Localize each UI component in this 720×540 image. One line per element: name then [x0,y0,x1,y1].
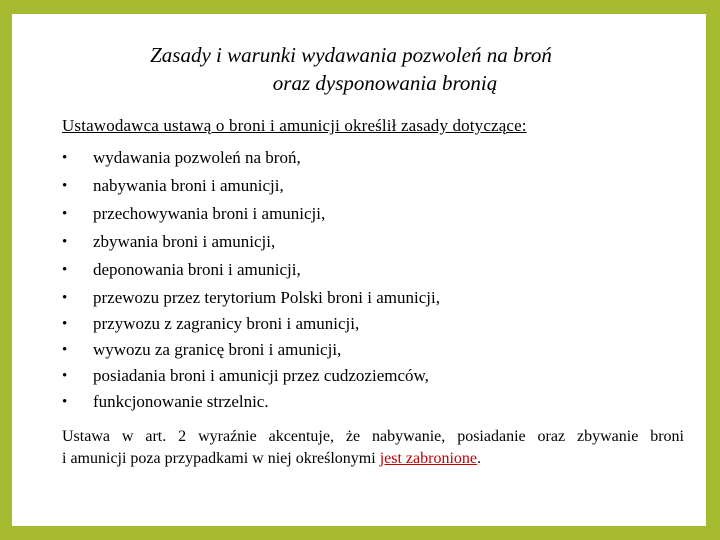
bullet-icon: • [62,206,68,222]
bullet-icon: • [62,316,68,332]
list-item-text: przywozu z zagranicy broni i amunicji, [93,314,360,333]
list-item-text: wywozu za granicę broni i amunicji, [93,340,342,359]
bullet-icon: • [62,262,68,278]
list-item-text: przechowywania broni i amunicji, [93,204,326,223]
paragraph-text: i amunicji poza przypadkami w niej określonymi [62,450,380,467]
summary-paragraph [62,426,684,470]
list-item-text: zbywania broni i amunicji, [93,232,276,251]
title-line-1: Zasady i warunki wydawania pozwoleń na broń [150,43,552,67]
list-item-text: wydawania pozwoleń na broń, [93,148,301,167]
intro-heading: Ustawodawca ustawą o broni i amunicji określił zasady dotyczące: [62,116,527,135]
bullet-icon: • [62,394,68,410]
list-item-text: nabywania broni i amunicji, [93,176,284,195]
paragraph-line-1: Ustawa w art. 2 wyraźnie akcentuje, że nabywanie, posiadanie oraz zbywanie broni [62,428,684,445]
prohibited-highlight: jest zabronione [379,450,477,467]
list-item-text: przewozu przez terytorium Polski broni i amunicji, [93,288,440,307]
list-item-text: funkcjonowanie strzelnic. [93,392,269,411]
bullet-icon: • [62,234,68,250]
slide-title [12,41,706,97]
bullet-icon: • [62,178,68,194]
bullet-icon: • [62,342,68,358]
slide [12,14,706,526]
bullet-icon: • [62,290,68,306]
title-line-2: oraz dysponowania bronią [272,71,498,95]
bullet-icon: • [62,368,68,384]
list-item-text: deponowania broni i amunicji, [93,260,301,279]
bullet-icon: • [62,150,68,166]
paragraph-period: . [477,450,481,467]
paragraph-line-2 [62,448,684,470]
list-item-text: posiadania broni i amunicji przez cudzoziemców, [93,366,429,385]
